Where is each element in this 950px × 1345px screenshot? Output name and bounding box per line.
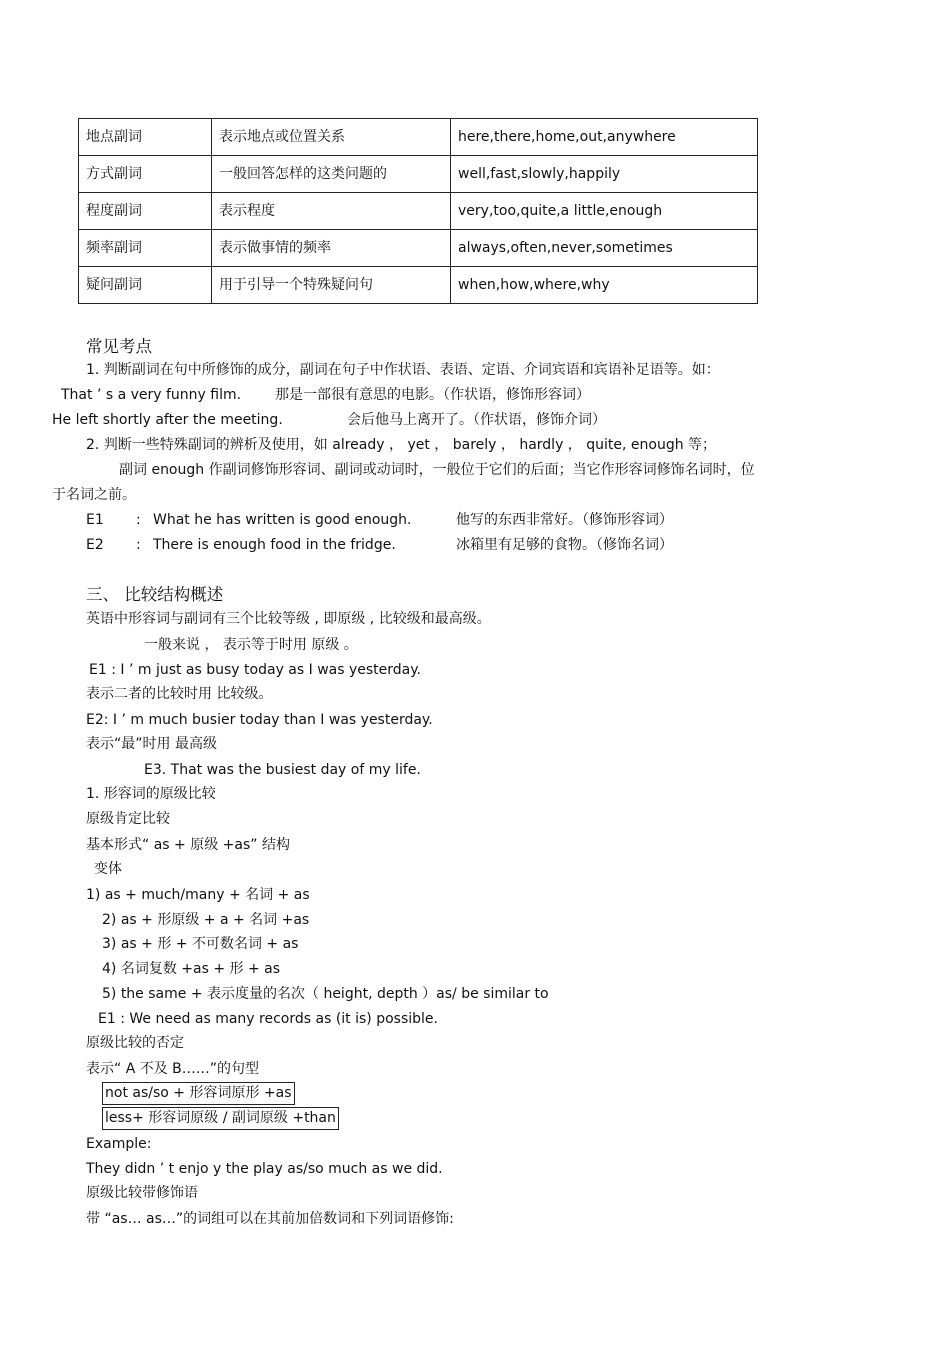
adverb-examples-cell: always,often,never,sometimes (451, 230, 758, 267)
variant-item: 1) as + much/many + 名词 + as (86, 887, 310, 903)
adverb-meaning-cell: 表示程度 (212, 193, 451, 230)
example-sentence-en: That ’ s a very funny film. (61, 387, 242, 403)
variant-item: 4) 名词复数 +as + 形 + as (102, 961, 281, 977)
table-row (79, 119, 758, 156)
example-sentence-en: E1 : We need as many records as (it is) possible. (98, 1011, 438, 1027)
adverb-meaning-cell: 表示地点或位置关系 (212, 119, 451, 156)
exam-points-heading: 常见考点 (86, 337, 152, 356)
adverb-examples-cell: here,there,home,out,anywhere (451, 119, 758, 156)
example-translation-zh: 会后他马上离开了。（作状语，修饰介词） (347, 412, 606, 428)
adverb-meaning-cell: 表示做事情的频率 (212, 230, 451, 267)
adverb-type-cell: 方式副词 (79, 156, 212, 193)
basic-form: 基本形式“ as + 原级 +as” 结构 (86, 837, 290, 853)
variant-item: 3) as + 形 + 不可数名词 + as (102, 936, 299, 952)
adverb-meaning-cell: 用于引导一个特殊疑问句 (212, 267, 451, 304)
comparison-heading: 三、 比较结构概述 (86, 585, 224, 604)
exam-point-2: 2. 判断一些特殊副词的辨析及使用，如 already ， yet ， barely ， hardly ， quite, enough 等； (86, 437, 717, 453)
table-row (79, 267, 758, 304)
adverb-type-cell: 频率副词 (79, 230, 212, 267)
example-label: E2 (86, 537, 104, 553)
example-label: Example: (86, 1136, 152, 1152)
table-row (79, 230, 758, 267)
exam-point-1: 1. 判断副词在句中所修饰的成分，副词在句子中作状语、表语、定语、介词宾语和宾语补足语等。如： (86, 362, 720, 378)
enough-usage-line: 副词 enough 作副词修饰形容词、副词或动词时，一般位于它们的后面；当它作形容词修饰名词时，位 (119, 462, 755, 478)
table-row (79, 193, 758, 230)
superlative-note: 表示“最”时用 最高级 (86, 736, 217, 752)
adverb-type-cell: 疑问副词 (79, 267, 212, 304)
example-sentence-en: What he has written is good enough. (153, 512, 412, 528)
example-sentence-en: There is enough food in the fridge. (153, 537, 396, 553)
section-subtitle: 原级肯定比较 (86, 811, 170, 827)
example-sentence-en: E2: I ’ m much busier today than I was yesterday. (86, 712, 433, 728)
example-translation-zh: 那是一部很有意思的电影。（作状语，修饰形容词） (275, 387, 590, 403)
positive-degree-note: 一般来说 ， 表示等于时用 原级 。 (144, 637, 358, 653)
enough-usage-line-cont: 于名词之前。 (52, 487, 136, 503)
adverb-examples-cell: very,too,quite,a little,enough (451, 193, 758, 230)
example-sentence-en: E1 : I ’ m just as busy today as I was yesterday. (89, 662, 421, 678)
section-subtitle: 原级比较带修饰语 (86, 1185, 198, 1201)
example-translation-zh: 冰箱里有足够的食物。（修饰名词） (456, 537, 673, 553)
example-label: E1 (86, 512, 104, 528)
negation-pattern-desc: 表示“ A 不及 B……”的句型 (86, 1061, 260, 1077)
adverb-examples-cell: when,how,where,why (451, 267, 758, 304)
example-translation-zh: 他写的东西非常好。（修饰形容词） (456, 512, 673, 528)
example-sentence-en: E3. That was the busiest day of my life. (144, 762, 421, 778)
adverb-type-cell: 程度副词 (79, 193, 212, 230)
variant-item: 5) the same + 表示度量的名次（ height, depth ）as/ be similar to (102, 986, 549, 1002)
adverb-type-cell: 地点副词 (79, 119, 212, 156)
variant-item: 2) as + 形原级 + a + 名词 +as (102, 912, 310, 928)
variants-label: 变体 (94, 861, 122, 877)
pattern-box: not as/so + 形容词原形 +as (102, 1082, 295, 1105)
modifier-desc: 带 “as… as…”的词组可以在其前加倍数词和下列词语修饰: (86, 1211, 454, 1227)
adverb-type-table (78, 118, 758, 304)
adverb-meaning-cell: 一般回答怎样的这类问题的 (212, 156, 451, 193)
example-colon: : (136, 512, 141, 528)
example-sentence-en: He left shortly after the meeting. (52, 412, 283, 428)
comparison-intro: 英语中形容词与副词有三个比较等级 , 即原级 , 比较级和最高级。 (86, 611, 491, 627)
comparative-note: 表示二者的比较时用 比较级。 (86, 686, 273, 702)
table-row (79, 156, 758, 193)
adverb-examples-cell: well,fast,slowly,happily (451, 156, 758, 193)
pattern-box: less+ 形容词原级 / 副词原级 +than (102, 1107, 339, 1130)
section-subtitle: 原级比较的否定 (86, 1035, 184, 1051)
example-sentence-en: They didn ’ t enjo y the play as/so much as we did. (86, 1161, 443, 1177)
section-subtitle: 1. 形容词的原级比较 (86, 786, 216, 802)
example-colon: : (136, 537, 141, 553)
